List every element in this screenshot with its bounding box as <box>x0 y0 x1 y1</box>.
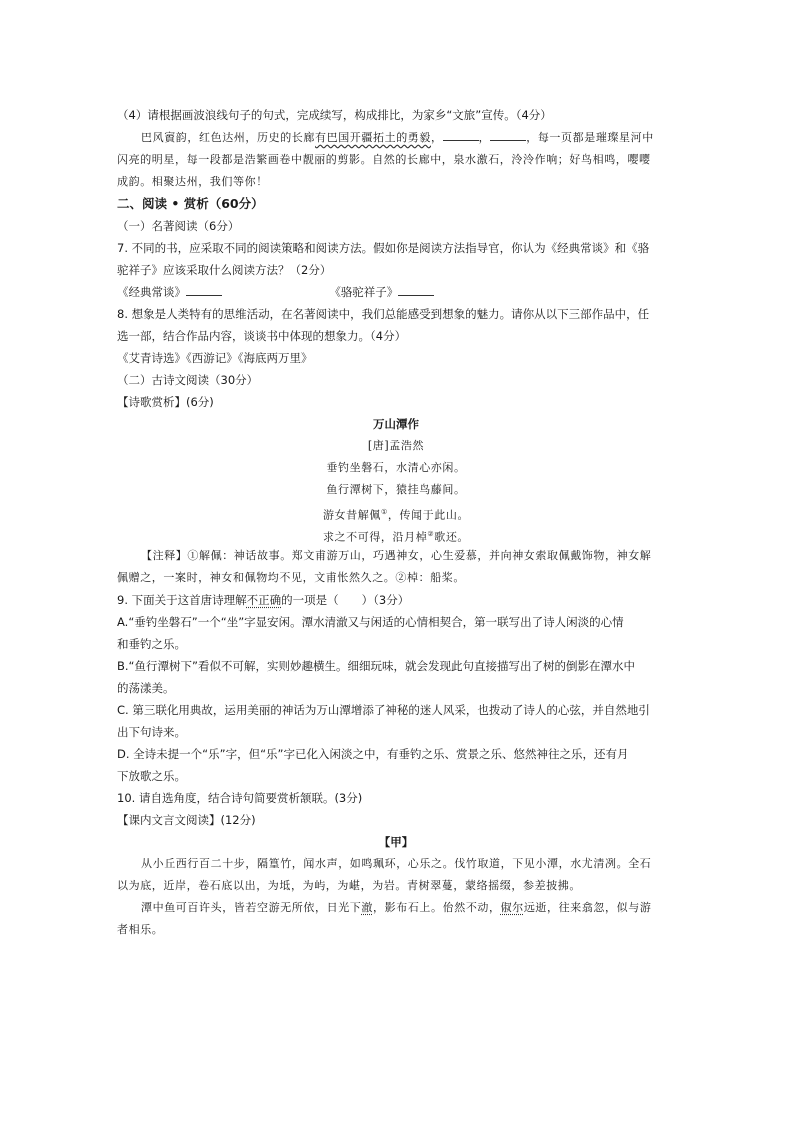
q9-option-a-line-1[interactable]: A.“垂钓坐磐石”一个“坐”字显安闲。潭水清澈又与闲适的心情相契合，第一联写出了诗人闲淡的心情 <box>117 615 624 629</box>
passage-p2-c: 远逝，往来翕忽，似与游 <box>523 901 652 914</box>
q7-line-2: 驼祥子》应该采取什么阅读方法？（2分） <box>117 263 332 277</box>
q7-answers <box>117 284 434 300</box>
poem-line-1: 垂钓坐磐石，水清心亦闲。 <box>326 461 466 474</box>
q9-option-c-line-2: 出下句诗来。 <box>117 725 186 739</box>
q9-prompt-b: 的一项是（ ）（3分） <box>281 593 410 607</box>
poem-author: [唐]孟浩然 <box>367 439 425 452</box>
part-1-heading: （一）名著阅读（6分） <box>117 219 240 233</box>
q7-book-1: 《经典常谈》 <box>117 285 186 299</box>
q9-option-b-line-1[interactable]: B.“鱼行潭树下”看似不可解，实则妙趣横生。细细玩味，就会发现此句直接描写出了树的倒影在潭水中 <box>117 659 635 673</box>
answer-blank-2[interactable] <box>490 129 526 141</box>
passage-p2-line-2: 者相乐。 <box>117 923 164 936</box>
q4-prompt: （4）请根据画波浪线句子的句式，完成续写，构成排比，为家乡“文旅”宣传。（4分） <box>117 108 552 122</box>
q4-text-line-2: 闪亮的明星，每一段都是浩繁画卷中靓丽的剪影。自然的长廊中，泉水激石，泠泠作响；好鸟相鸣，嘤嘤 <box>117 153 651 166</box>
q8-book-list: 《艾青诗选》《西游记》《海底两万里》 <box>117 351 313 365</box>
answer-blank-1[interactable] <box>443 129 479 141</box>
comma: ， <box>431 131 443 144</box>
passage-p2-a: 潭中鱼可百许头，皆若空游无所依，日光下 <box>141 901 362 914</box>
q9-option-a-line-2: 和垂钓之乐。 <box>117 637 186 651</box>
q9-option-c-line-1[interactable]: C. 第三联化用典故，运用美丽的神话为万山潭增添了神秘的迷人风采，也拨动了诗人的心弦，并自然地引 <box>117 703 650 717</box>
q7-answer-blank-1[interactable] <box>186 284 222 296</box>
poem-line-2: 鱼行潭树下，猿挂鸟藤间。 <box>326 483 466 496</box>
comma: ， <box>478 131 491 144</box>
part-2-heading: （二）古诗文阅读（30分） <box>117 373 259 387</box>
q7-book-2: 《骆驼祥子》 <box>329 285 399 299</box>
passage-jia-label: 【甲】 <box>378 835 414 849</box>
q7-line-1: 7. 不同的书，应采取不同的阅读策略和阅读方法。假如你是阅读方法指导官，你认为《经典常谈》和《骆 <box>117 241 650 255</box>
poem-line-4-b: 歌还。 <box>434 530 470 544</box>
passage-p2-b: ，影布石上。佁然不动， <box>373 901 501 914</box>
q9-prompt <box>117 592 409 608</box>
q8-line-1: 8. 想象是人类特有的思维活动，在名著阅读中，我们总能感受到想象的魅力。请你从以下三部作品中，任 <box>117 307 650 321</box>
note-line-1: 【注释】①解佩：神话故事。郑文甫游万山，巧遇神女，心生爱慕，并向神女索取佩戴饰物，神女解 <box>141 549 652 562</box>
poem-line-4 <box>0 526 792 546</box>
footnote-mark-2: ② <box>427 530 435 538</box>
q7-answer-blank-2[interactable] <box>398 284 434 296</box>
poem-line-3-b: ，传闻于此山。 <box>387 508 470 522</box>
q9-prompt-a: 9. 下面关于这首唐诗理解 <box>117 593 247 607</box>
poem-title: 万山潭作 <box>373 417 419 431</box>
q9-option-b-line-2: 的荡漾美。 <box>117 681 175 695</box>
q10-prompt: 10. 请自选角度，结合诗句简要赏析颔联。(3分) <box>117 791 363 805</box>
emphasis-not-correct: 不正确 <box>246 593 282 607</box>
emphasis-word-che: 澈 <box>361 901 374 914</box>
section-2-heading: 二、阅读 • 赏析（60分） <box>117 196 264 211</box>
q9-option-d-line-2: 下放歌之乐。 <box>117 769 186 783</box>
q4-text-start: 巴风賨韵，红色达州，历史的长廊 <box>141 131 315 144</box>
poem-line-3-a: 游女昔解佩 <box>322 508 381 522</box>
footnote-mark-1: ① <box>380 508 388 516</box>
emphasis-word-chuer: 俶尔 <box>500 901 524 914</box>
wavy-underlined-sentence: 有巴国开疆拓土的勇毅 <box>315 131 431 144</box>
classical-section-heading: 【课内文言文阅读】(12分) <box>117 813 256 827</box>
note-line-2: 佩赠之，一案时，神女和佩物均不见，文甫怅然久之。②棹：船桨。 <box>117 571 465 584</box>
q4-text-end: ，每一页都是璀璨星河中 <box>526 131 654 144</box>
q4-text-line-3: 成韵。相聚达州，我们等你！ <box>117 175 268 188</box>
poem-line-3 <box>0 504 792 524</box>
q9-option-d-line-1[interactable]: D. 全诗未提一个“乐”字，但“乐”字已化入闲淡之中，有垂钓之乐、赏景之乐、悠然神往之乐，还有月 <box>117 747 629 761</box>
passage-p2-line-1 <box>141 900 651 916</box>
poem-section-heading: 【诗歌赏析】(6分) <box>117 395 214 409</box>
passage-p1-line-2: 以为底，近岸，卷石底以出，为坻，为屿，为嵁，为岩。青树翠蔓，蒙络摇缀，参差披拂。 <box>117 879 581 892</box>
poem-line-4-a: 求之不可得，沿月棹 <box>322 530 428 544</box>
q8-line-2: 选一部，结合作品内容，谈谈书中体现的想象力。（4分） <box>117 329 407 343</box>
q4-text-line-1 <box>141 129 654 146</box>
passage-p1-line-1: 从小丘西行百二十步，隔篁竹，闻水声，如鸣珮环，心乐之。伐竹取道，下见小潭，水尤清冽。全石 <box>141 857 652 870</box>
